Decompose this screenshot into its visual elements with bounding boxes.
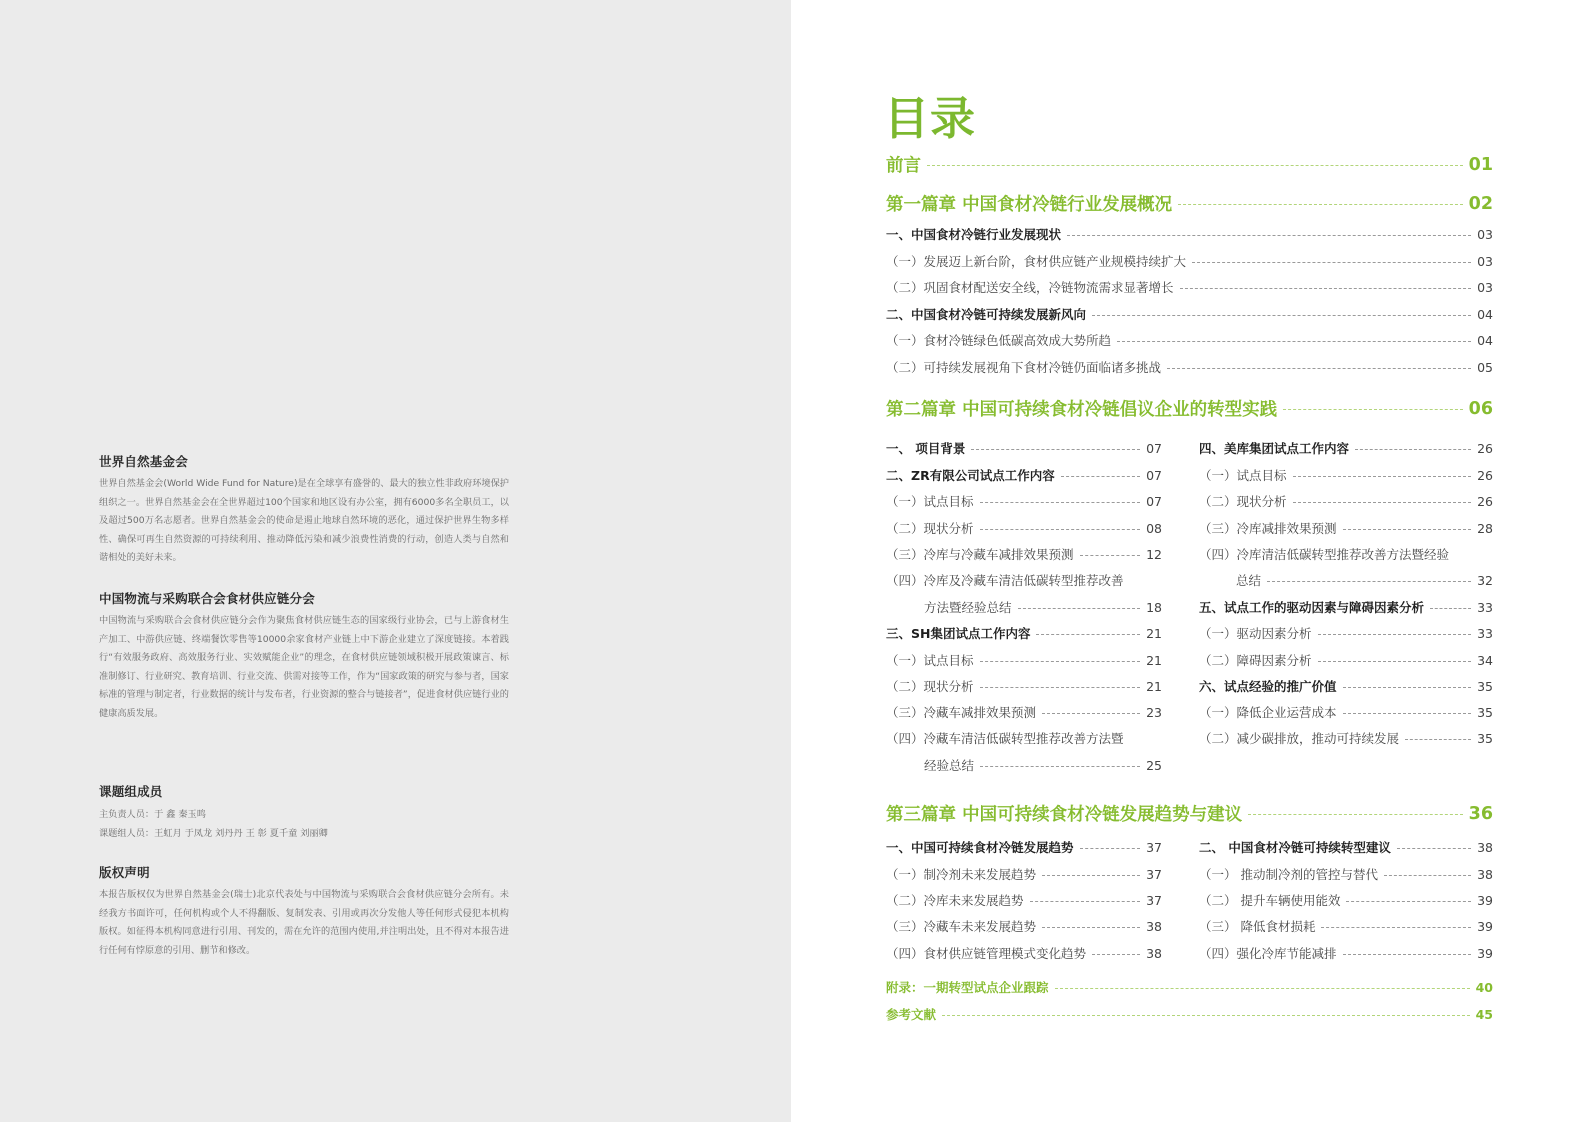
toc-entry-label: （三）冷藏车未来发展趋势 [886, 919, 1037, 934]
leader-dots [1055, 988, 1470, 989]
toc-entry-label: （二）冷库未来发展趋势 [886, 893, 1024, 908]
toc-entry[interactable] [886, 225, 1493, 243]
team-title: 课题组成员 [99, 784, 163, 799]
toc-entry-page: 39 [1477, 918, 1493, 934]
toc-entry-label: 附录：一期转型试点企业跟踪 [886, 980, 1049, 995]
toc-entry-page: 33 [1477, 625, 1493, 641]
toc-entry-page: 12 [1146, 546, 1162, 562]
toc-entry-page: 35 [1477, 704, 1493, 720]
leader-dots [1080, 555, 1141, 556]
toc-entry-page: 38 [1477, 866, 1493, 882]
toc-entry[interactable] [886, 677, 1162, 695]
leader-dots [980, 687, 1141, 688]
toc-entry[interactable] [1199, 729, 1493, 747]
toc-entry[interactable] [1199, 703, 1493, 721]
leader-dots [1293, 476, 1472, 477]
toc-entry[interactable] [886, 865, 1162, 883]
toc-entry-label: （一）降低企业运营成本 [1199, 705, 1337, 720]
toc-entry[interactable] [886, 917, 1162, 935]
toc-entry-page: 01 [1468, 154, 1493, 175]
toc-entry[interactable] [886, 651, 1162, 669]
leader-dots [980, 529, 1141, 530]
wwf-section [99, 452, 509, 568]
leader-dots [1018, 608, 1141, 609]
toc-entry[interactable] [886, 624, 1162, 642]
copyright-section [99, 863, 509, 960]
toc-entry-page: 23 [1146, 704, 1162, 720]
toc-entry[interactable] [1199, 838, 1493, 856]
leader-dots [980, 766, 1140, 767]
toc-entry-label: 第二篇章 中国可持续食材冷链倡议企业的转型实践 [886, 400, 1278, 420]
toc-entry[interactable] [1236, 571, 1493, 589]
toc-entry-label: （二）障碍因素分析 [1199, 653, 1312, 668]
toc-entry[interactable] [1199, 917, 1493, 935]
toc-part1-heading[interactable] [886, 191, 1493, 216]
leader-dots [1430, 608, 1471, 609]
leader-dots [1267, 581, 1471, 582]
toc-entry-page: 04 [1477, 306, 1493, 322]
toc-preface[interactable] [886, 152, 1493, 177]
toc-entry-page: 07 [1146, 467, 1162, 483]
toc-entry-page: 35 [1477, 678, 1493, 694]
toc-entry[interactable] [886, 466, 1162, 484]
leader-dots [1178, 204, 1463, 205]
toc-entry-label: （一）试点目标 [886, 653, 974, 668]
toc-entry-label: （二） 提升车辆使用能效 [1199, 893, 1341, 908]
toc-entry-label: （一）制冷剂未来发展趋势 [886, 867, 1037, 882]
cflp-section [99, 589, 509, 724]
cflp-body: 中国物流与采购联合会食材供应链分会作为聚焦食材供应链生态的国家级行业协会，已与上游食材生产加工、中游供应链、终端餐饮零售等10000余家食材产业链上中下游企业建立了深度链接。本着践行“有效服务政府、高效服务行业、实效赋能企业”的理念，在食材供应链领域积极开展政策谏言、标准制修订、行业研究、教育培训、行业交流、供需对接等工作，作为“国家政策的研究与参与者，国家标准的管理与制定者，行业数据的统计与发布者，行业资源的整合与链接者”，促进食材供应链行业的健康高质发展。 [99, 615, 509, 719]
toc-entry-label: （二）巩固食材配送安全线，冷链物流需求显著增长 [886, 280, 1174, 295]
toc-entry[interactable] [1199, 466, 1493, 484]
toc-entry-label: 二、ZR有限公司试点工作内容 [886, 468, 1055, 483]
team-members: 课题组人员：王虹月 于凤龙 刘丹丹 王 彰 夏千童 刘丽卿 [99, 828, 328, 839]
toc-entry[interactable] [1199, 492, 1493, 510]
copyright-title: 版权声明 [99, 865, 150, 880]
toc-entry-page: 21 [1146, 652, 1162, 668]
leader-dots [1030, 901, 1141, 902]
toc-entry[interactable] [1199, 677, 1493, 695]
toc-entry-page: 35 [1477, 730, 1493, 746]
toc-part3-heading[interactable] [886, 801, 1493, 826]
leader-dots [1061, 476, 1140, 477]
toc-entry[interactable] [924, 598, 1162, 616]
toc-entry-label: 二、 中国食材冷链可持续转型建议 [1199, 840, 1391, 855]
toc-entry[interactable] [886, 331, 1493, 349]
toc-entry[interactable] [1199, 891, 1493, 909]
toc-entry[interactable] [886, 703, 1162, 721]
cflp-title: 中国物流与采购联合会食材供应链分会 [99, 591, 315, 606]
toc-entry[interactable] [1199, 865, 1493, 883]
toc-entry-page: 08 [1146, 520, 1162, 536]
toc-entry-page: 38 [1146, 918, 1162, 934]
leader-dots [1343, 687, 1472, 688]
toc-entry-page: 37 [1146, 839, 1162, 855]
toc-entry-label: （二）现状分析 [1199, 494, 1287, 509]
toc-entry-label[interactable]: （四）冷藏车清洁低碳转型推荐改善方法暨 [886, 731, 1124, 746]
toc-entry-page: 28 [1477, 520, 1493, 536]
toc-entry[interactable] [1199, 519, 1493, 537]
leader-dots [1343, 713, 1472, 714]
toc-entry-page: 03 [1477, 226, 1493, 242]
toc-entry-label: （一）试点目标 [886, 494, 974, 509]
toc-entry-page: 03 [1477, 279, 1493, 295]
toc-entry-page: 37 [1146, 866, 1162, 882]
leader-dots [1180, 288, 1472, 289]
toc-entry-label: （三） 降低食材损耗 [1199, 919, 1316, 934]
toc-entry-label[interactable]: （四）冷库清洁低碳转型推荐改善方法暨经验 [1199, 547, 1450, 562]
toc-entry[interactable] [886, 944, 1162, 962]
toc-entry-label: 前言 [886, 156, 921, 176]
toc-entry-label: （二）现状分析 [886, 521, 974, 536]
toc-entry-page: 07 [1146, 493, 1162, 509]
toc-entry-page: 26 [1477, 440, 1493, 456]
leader-dots [1293, 502, 1472, 503]
copyright-body: 本报告版权仅为世界自然基金会(瑞士)北京代表处与中国物流与采购联合会食材供应链分会所有。未经我方书面许可，任何机构或个人不得翻版、复制发表、引用或再次分发他人等任何形式侵犯本机构版权。如征得本机构同意进行引用、刊发的，需在允许的范围内使用,并注明出处，且不得对本报告进行任何有悖原意的引用、删节和修改。 [99, 889, 509, 956]
toc-entry[interactable] [886, 439, 1162, 457]
toc-entry[interactable] [1199, 598, 1493, 616]
team-lead: 主负责人员：于 鑫 秦玉鸣 [99, 809, 206, 820]
leader-dots [1248, 814, 1463, 815]
leader-dots [1067, 235, 1471, 236]
toc-entry-label: 经验总结 [924, 758, 975, 773]
toc-entry-page: 26 [1477, 493, 1493, 509]
leader-dots [1343, 529, 1472, 530]
toc-entry-page: 34 [1477, 652, 1493, 668]
toc-appendix[interactable] [886, 978, 1493, 996]
toc-entry-label: 一、中国食材冷链行业发展现状 [886, 227, 1062, 242]
toc-entry[interactable] [886, 358, 1493, 376]
leader-dots [1321, 927, 1471, 928]
toc-entry-label: （二）可持续发展视角下食材冷链仍面临诸多挑战 [886, 360, 1162, 375]
toc-entry-label: 四、美库集团试点工作内容 [1199, 441, 1350, 456]
toc-references[interactable] [886, 1005, 1493, 1023]
toc-title: 目录 [884, 92, 977, 145]
toc-entry-label: （一）驱动因素分析 [1199, 626, 1312, 641]
leader-dots [1042, 713, 1140, 714]
leader-dots [1192, 262, 1471, 263]
toc-entry[interactable] [886, 891, 1162, 909]
toc-entry-page: 40 [1475, 979, 1493, 995]
toc-entry-page: 39 [1477, 945, 1493, 961]
toc-entry-label: （一）食材冷链绿色低碳高效成大势所趋 [886, 333, 1112, 348]
toc-entry-page: 18 [1146, 599, 1162, 615]
toc-entry-label[interactable]: （四）冷库及冷藏车清洁低碳转型推荐改善 [886, 573, 1124, 588]
toc-entry-label: 三、SH集团试点工作内容 [886, 626, 1031, 641]
toc-part2-heading[interactable] [886, 396, 1493, 421]
leader-dots [1092, 954, 1140, 955]
toc-entry-label: 五、试点工作的驱动因素与障碍因素分析 [1199, 600, 1425, 615]
toc-entry-label: 总结 [1236, 573, 1262, 588]
leader-dots [971, 449, 1140, 450]
leader-dots [1036, 634, 1140, 635]
toc-entry-page: 39 [1477, 892, 1493, 908]
toc-entry-label: （三）冷藏车减排效果预测 [886, 705, 1037, 720]
leader-dots [1318, 661, 1472, 662]
toc-entry-label: （二）减少碳排放，推动可持续发展 [1199, 731, 1400, 746]
toc-entry-label: （三）冷库减排效果预测 [1199, 521, 1337, 536]
toc-entry-page: 37 [1146, 892, 1162, 908]
toc-entry-label: （四）强化冷库节能减排 [1199, 946, 1337, 961]
leader-dots [927, 165, 1463, 166]
toc-entry-label: （四）食材供应链管理模式变化趋势 [886, 946, 1087, 961]
toc-entry[interactable] [1199, 944, 1493, 962]
leader-dots [942, 1015, 1470, 1016]
toc-entry-page: 07 [1146, 440, 1162, 456]
toc-entry[interactable] [886, 305, 1493, 323]
toc-entry-page: 04 [1477, 332, 1493, 348]
toc-entry-label: 六、试点经验的推广价值 [1199, 679, 1337, 694]
wwf-body: 世界自然基金会(World Wide Fund for Nature)是在全球享有盛誉的、最大的独立性非政府环境保护组织之一。世界自然基金会在全世界超过100个国家和地区设有办公室，拥有6000多名全职员工，以及超过500万名志愿者。世界自然基金会的使命是遏止地球自然环境的恶化，通过保护世界生物多样性、确保可再生自然资源的可持续利用、推动降低污染和减少浪费性消费的行动，创造人类与自然和谐相处的美好未来。 [99, 478, 509, 564]
toc-entry-label: 二、中国食材冷链可持续发展新风向 [886, 307, 1087, 322]
toc-entry-label: （一）发展迈上新台阶，食材供应链产业规模持续扩大 [886, 254, 1187, 269]
toc-entry-page: 02 [1468, 193, 1493, 214]
toc-entry-page: 32 [1477, 572, 1493, 588]
toc-entry[interactable] [1199, 651, 1493, 669]
leader-dots [1343, 954, 1472, 955]
toc-entry[interactable] [886, 545, 1162, 563]
toc-entry-label: 参考文献 [886, 1007, 937, 1022]
leader-dots [1080, 848, 1141, 849]
toc-entry-page: 21 [1146, 678, 1162, 694]
toc-entry-label: （一） 推动制冷剂的管控与替代 [1199, 867, 1378, 882]
toc-entry-label: （二）现状分析 [886, 679, 974, 694]
leader-dots [1318, 634, 1472, 635]
leader-dots [1384, 875, 1471, 876]
leader-dots [1042, 927, 1140, 928]
leader-dots [1355, 449, 1471, 450]
toc-entry[interactable] [886, 519, 1162, 537]
toc-entry-page: 03 [1477, 253, 1493, 269]
toc-entry-page: 06 [1468, 398, 1493, 419]
toc-entry-label: 第一篇章 中国食材冷链行业发展概况 [886, 195, 1173, 215]
toc-entry-page: 38 [1477, 839, 1493, 855]
toc-entry[interactable] [886, 252, 1493, 270]
toc-entry-label: （一）试点目标 [1199, 468, 1287, 483]
toc-entry-page: 38 [1146, 945, 1162, 961]
leader-dots [1092, 315, 1471, 316]
toc-entry-page: 33 [1477, 599, 1493, 615]
toc-entry[interactable] [886, 278, 1493, 296]
toc-entry-page: 26 [1477, 467, 1493, 483]
toc-entry-label: 方法暨经验总结 [924, 600, 1012, 615]
toc-entry[interactable] [1199, 624, 1493, 642]
toc-entry-label: （三）冷库与冷藏车减排效果预测 [886, 547, 1074, 562]
toc-entry[interactable] [886, 492, 1162, 510]
toc-entry-label: 第三篇章 中国可持续食材冷链发展趋势与建议 [886, 805, 1243, 825]
toc-entry[interactable] [924, 756, 1162, 774]
leader-dots [1117, 341, 1471, 342]
leader-dots [1346, 901, 1471, 902]
team-section [99, 782, 509, 843]
toc-entry-page: 25 [1146, 757, 1162, 773]
toc-entry-page: 05 [1477, 359, 1493, 375]
wwf-title: 世界自然基金会 [99, 454, 188, 469]
toc-entry-page: 36 [1468, 803, 1493, 824]
toc-entry-page: 45 [1475, 1006, 1493, 1022]
toc-entry[interactable] [886, 838, 1162, 856]
leader-dots [980, 661, 1141, 662]
toc-entry-page: 21 [1146, 625, 1162, 641]
leader-dots [1405, 739, 1471, 740]
leader-dots [1283, 409, 1463, 410]
toc-entry-label: 一、 项目背景 [886, 441, 966, 456]
leader-dots [980, 502, 1141, 503]
toc-entry-label: 一、中国可持续食材冷链发展趋势 [886, 840, 1074, 855]
leader-dots [1042, 875, 1140, 876]
leader-dots [1397, 848, 1471, 849]
leader-dots [1167, 368, 1471, 369]
toc-entry[interactable] [1199, 439, 1493, 457]
